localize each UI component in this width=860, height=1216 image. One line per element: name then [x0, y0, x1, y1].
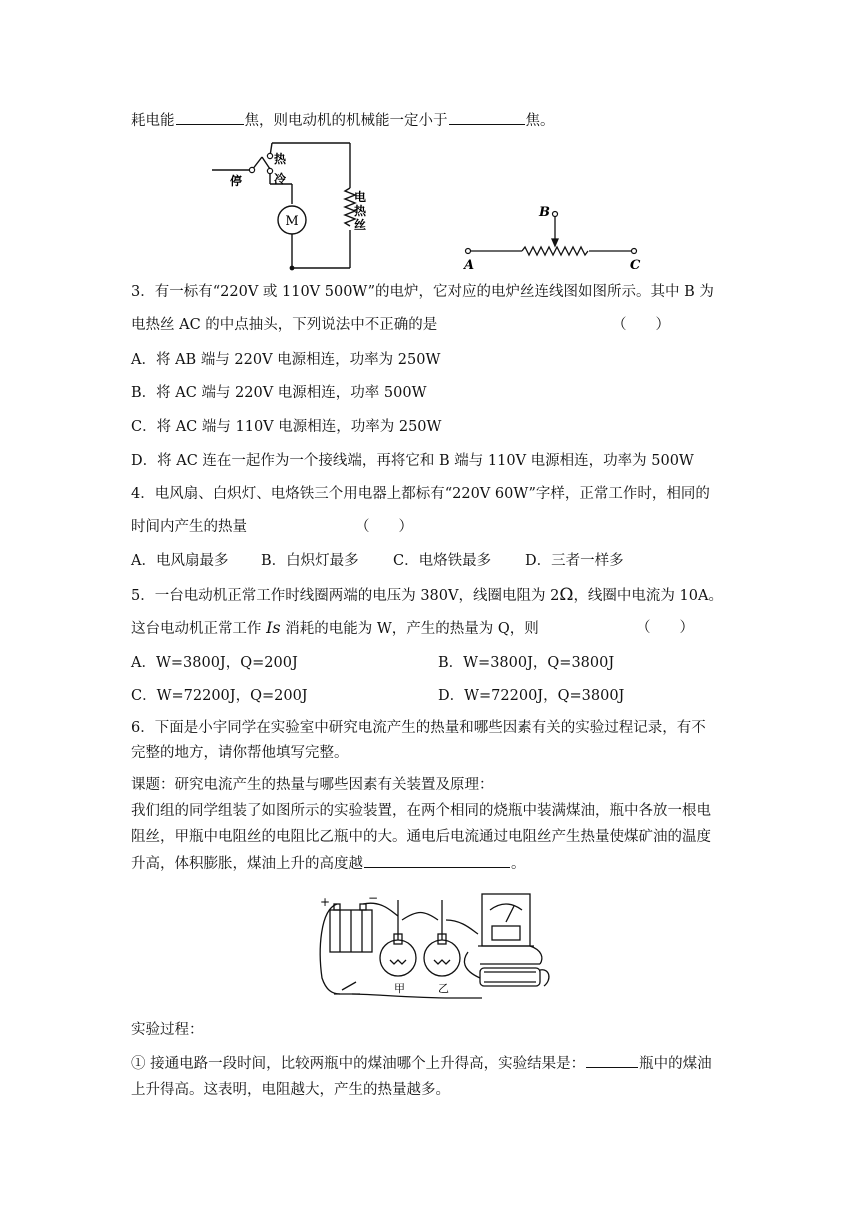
q4-stem-line2: 时间内产生的热量: [131, 519, 247, 535]
q6-stem-line1: 6．下面是小宇同学在实验室中研究电流产生的热量和哪些因素有关的实验过程记录，有不: [131, 720, 706, 736]
label-heater-2: 热: [354, 204, 367, 218]
q4-option-d[interactable]: D．三者一样多: [525, 553, 624, 569]
blank-energy[interactable]: [176, 110, 244, 125]
q4-answer-paren[interactable]: （ ）: [355, 519, 413, 535]
label-b: B: [539, 205, 550, 220]
process-step1-line2: 上升得高。这表明，电阻越大，产生的热量越多。: [131, 1082, 450, 1098]
omega-symbol: Ω: [559, 585, 574, 605]
label-cold: 冷: [274, 172, 287, 186]
q5-stem-line1: 5．一台电动机正常工作时线圈两端的电压为 380V，线圈电阻为 2Ω，线圈中电流为 10A。: [131, 585, 723, 605]
process-step1-line1: ① 接通电路一段时间，比较两瓶中的煤油哪个上升得高，实验结果是： 瓶中的煤油: [131, 1053, 712, 1074]
q3-answer-paren[interactable]: （ ）: [612, 317, 670, 333]
label-c: C: [630, 258, 641, 273]
q6-para-line3: 升高，体积膨胀，煤油上升的高度越 。: [131, 853, 526, 874]
motor-heater-circuit-diagram: [212, 140, 367, 272]
q6-stem-line2: 完整的地方，请你帮他填写完整。: [131, 745, 349, 761]
q5-option-d[interactable]: D．W=72200J，Q=3800J: [438, 688, 625, 704]
q5-answer-paren[interactable]: （ ）: [636, 620, 694, 636]
motor-symbol: M: [285, 214, 299, 229]
q5-stem-line2: 这台电动机正常工作 Is 消耗的电能为 W，产生的热量为 Q，则: [131, 618, 539, 637]
q6-para-line2: 阻丝，甲瓶中电阻丝的电阻比乙瓶中的大。通电后电流通过电阻丝产生热量使煤矿油的温度: [131, 829, 711, 845]
q3-option-b[interactable]: B．将 AC 端与 220V 电源相连，功率 500W: [131, 385, 427, 401]
blank-which-flask[interactable]: [586, 1053, 638, 1068]
blank-mechanical[interactable]: [449, 110, 525, 125]
q3-option-d[interactable]: D．将 AC 连在一起作为一个接线端，再将它和 B 端与 110V 电源相连，功率为 500W: [131, 453, 694, 469]
process-heading: 实验过程：: [131, 1022, 204, 1038]
q3-stem-line2: 电热丝 AC 的中点抽头，下列说法中不正确的是: [131, 317, 438, 333]
label-hot: 热: [274, 152, 287, 166]
q4-option-c[interactable]: C．电烙铁最多: [393, 553, 492, 569]
q5-option-c[interactable]: C．W=72200J，Q=200J: [131, 688, 308, 704]
label-flask-yi: 乙: [438, 982, 449, 995]
label-minus: −: [368, 891, 379, 905]
label-a: A: [464, 258, 475, 273]
q4-stem-line1: 4．电风扇、白炽灯、电烙铁三个用电器上都标有“220V 60W”字样，正常工作时，相同的: [131, 486, 710, 502]
q6-topic: 课题：研究电流产生的热量与哪些因素有关装置及原理：: [131, 777, 494, 793]
q3-option-c[interactable]: C．将 AC 端与 110V 电源相连，功率为 250W: [131, 419, 442, 435]
q3-stem-line1: 3．有一标有“220V 或 110V 500W”的电炉，它对应的电炉丝连线图如图所示。其中 B 为: [131, 284, 714, 300]
resistor-abc-diagram: [458, 202, 648, 274]
experiment-apparatus-diagram: [312, 890, 556, 1010]
q6-para-line1: 我们组的同学组装了如图所示的实验装置，在两个相同的烧瓶中装满煤油，瓶中各放一根电: [131, 803, 711, 819]
label-heater-1: 电: [354, 190, 367, 204]
time-1s: Is: [266, 618, 281, 637]
label-stop: 停: [230, 174, 243, 188]
label-plus: +: [320, 895, 331, 909]
q5-option-b[interactable]: B．W=3800J，Q=3800J: [438, 655, 615, 671]
q3-option-a[interactable]: A．将 AB 端与 220V 电源相连，功率为 250W: [131, 352, 441, 368]
q4-option-a[interactable]: A．电风扇最多: [131, 553, 229, 569]
blank-oil-height[interactable]: [364, 853, 510, 868]
q4-option-b[interactable]: B．白炽灯最多: [261, 553, 359, 569]
q5-option-a[interactable]: A．W=3800J，Q=200J: [131, 655, 298, 671]
label-flask-jia: 甲: [394, 982, 405, 995]
label-heater-3: 丝: [354, 218, 367, 232]
energy-line: 耗电能 焦，则电动机的机械能一定小于 焦。: [131, 110, 555, 131]
